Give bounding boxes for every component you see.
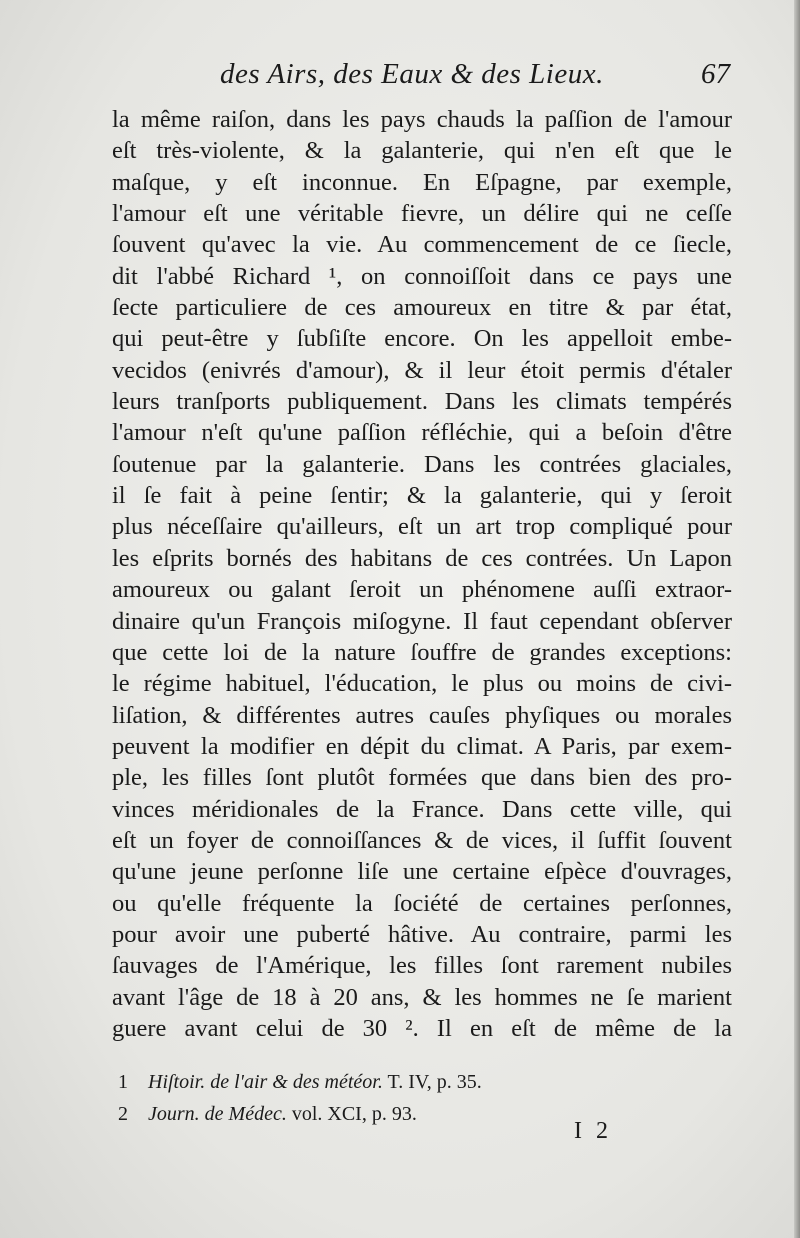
footnote-title: Hiſtoir. de l'air & des météor. [148,1071,383,1093]
footnote [118,1066,618,1098]
text-line: dinaire qu'un François miſogyne. Il faut cependant obſerver [112,607,732,635]
text-line: que cette loi de la nature ſouffre de grandes exceptions: [112,638,732,666]
text-line: ſoutenue par la galanterie. Dans les contrées glaciales, [112,450,732,478]
text-line: eſt très-violente, & la galanterie, qui n'en eſt que le [112,137,732,165]
text-line: ſecte particuliere de ces amoureux en titre & par état, [112,294,732,322]
text-line: qui peut-être y ſubſiſte encore. On les appelloit embe- [112,325,732,353]
text-line: il ſe fait à peine ſentir; & la galanterie, qui y ſeroit [112,482,732,510]
text-line: ple, les filles ſont plutôt formées que dans bien des pro- [112,764,732,792]
text-line: les eſprits bornés des habitans de ces contrées. Un Lapon [112,544,732,572]
page-number: 67 [701,58,730,90]
page-header [200,52,730,96]
running-title: des Airs, des Eaux & des Lieux. [220,58,604,90]
text-line: peuvent la modifier en dépit du climat. A Paris, par exem- [112,732,732,760]
footnote-title: Journ. de Médec. [148,1103,287,1125]
text-line: dit l'abbé Richard ¹, on connoiſſoit dans ce pays une [112,262,732,290]
text-line: pour avoir une puberté hâtive. Au contraire, parmi les [112,920,732,948]
text-line: guere avant celui de 30 ². Il en eſt de même de la [112,1014,732,1042]
text-line: la même raiſon, dans les pays chauds la paſſion de l'amour [112,106,732,133]
text-line: ſauvages de l'Amérique, les filles ſont rarement nubiles [112,952,732,980]
text-line: plus néceſſaire qu'ailleurs, eſt un art trop compliqué pour [112,513,732,541]
text-line: avant l'âge de 18 à 20 ans, & les hommes ne ſe marient [112,983,732,1011]
footnote-reference: T. IV, p. 35. [382,1071,482,1093]
text-line: l'amour eſt une véritable fievre, un délire qui ne ceſſe [112,200,732,228]
text-line: maſque, y eſt inconnue. En Eſpagne, par exemple, [112,168,732,196]
text-line: ſouvent qu'avec la vie. Au commencement de ce ſiecle, [112,231,732,259]
footnote-number: 1 [118,1071,128,1093]
text-line: eſt un foyer de connoiſſances & de vices, il ſuffit ſouvent [112,826,732,854]
text-line: qu'une jeune perſonne liſe une certaine eſpèce d'ouvrages, [112,858,732,886]
text-line: amoureux ou galant ſeroit un phénomene auſſi extraor- [112,576,732,604]
footnotes [118,1066,618,1130]
text-line: ou qu'elle fréquente la ſociété de certaines perſonnes, [112,889,732,917]
body-text [112,104,732,1044]
text-line: vinces méridionales de la France. Dans cette ville, qui [112,795,732,823]
footnote [118,1098,618,1130]
footnote-number: 2 [118,1103,128,1125]
text-line: liſation, & différentes autres cauſes phyſiques ou morales [112,701,732,729]
text-line: le régime habituel, l'éducation, le plus ou moins de civi- [112,670,732,698]
page-edge [794,0,800,1238]
signature-mark: I 2 [574,1118,612,1144]
footnote-reference: vol. XCI, p. 93. [286,1103,417,1125]
text-line: vecidos (enivrés d'amour), & il leur étoit permis d'étaler [112,356,732,384]
text-line: leurs tranſports publiquement. Dans les climats tempérés [112,388,732,416]
text-line: l'amour n'eſt qu'une paſſion réfléchie, qui a beſoin d'être [112,419,732,447]
